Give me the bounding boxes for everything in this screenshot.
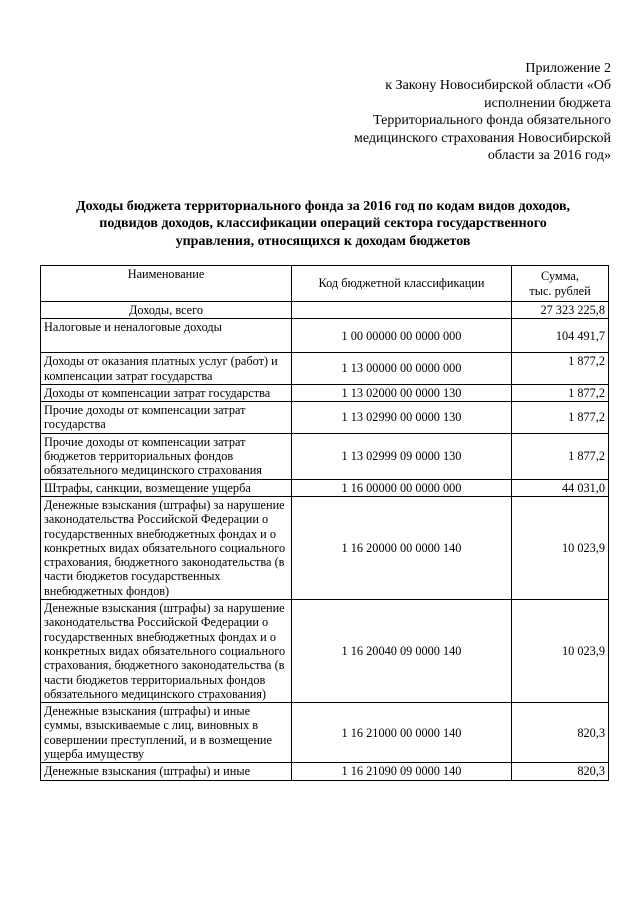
appendix-line: к Закону Новосибирской области «Об <box>385 78 611 94</box>
table-row <box>41 600 609 703</box>
table-row <box>41 319 609 353</box>
appendix-line: исполнении бюджета <box>484 95 611 111</box>
row-code: 1 13 02990 00 0000 130 <box>292 402 512 434</box>
table-row <box>41 402 609 434</box>
appendix-line: Приложение 2 <box>525 61 611 76</box>
revenue-table <box>40 265 609 781</box>
row-sum: 10 023,9 <box>512 496 609 599</box>
table-row <box>41 384 609 401</box>
document-title <box>40 198 606 250</box>
row-sum: 27 323 225,8 <box>512 302 609 319</box>
table-header-row <box>41 266 609 302</box>
row-name: Прочие доходы от компенсации затрат государства <box>41 402 292 434</box>
appendix-note <box>311 60 611 164</box>
title-line: Доходы бюджета территориального фонда за 2016 год по кодам видов доходов, <box>75 199 571 214</box>
row-name: Доходы от оказания платных услуг (работ) и компенсации затрат государства <box>41 353 292 385</box>
table-row <box>41 763 609 780</box>
row-sum: 1 877,2 <box>512 384 609 401</box>
row-name: Денежные взыскания (штрафы) за нарушение законодательства Российской Федерации о государственных внебюджетных фондах и о конкретных видах обязательного социального страхования, бюджетного законодательства (в части бюджетов территориальных фондов обязательного медицинского страхования) <box>41 600 292 703</box>
table-row <box>41 479 609 496</box>
column-header-code: Код бюджетной классификации <box>292 266 512 302</box>
row-name: Налоговые и неналоговые доходы <box>41 319 292 353</box>
column-header-sum <box>512 266 609 302</box>
row-code <box>292 302 512 319</box>
row-code: 1 13 02000 00 0000 130 <box>292 384 512 401</box>
row-sum: 104 491,7 <box>512 319 609 353</box>
sum-header-line: тыс. рублей <box>529 283 591 298</box>
appendix-line: Территориального фонда обязательного <box>373 113 611 129</box>
row-name: Денежные взыскания (штрафы) за нарушение законодательства Российской Федерации о государственных внебюджетных фондах и о конкретных видах обязательного социального страхования, бюджетного законодательства (в части бюджетов государственных внебюджетных фондов) <box>41 496 292 599</box>
row-code: 1 16 00000 00 0000 000 <box>292 479 512 496</box>
row-sum: 10 023,9 <box>512 600 609 703</box>
row-code: 1 00 00000 00 0000 000 <box>292 319 512 353</box>
table-row <box>41 496 609 599</box>
table-row <box>41 433 609 479</box>
title-line: управления, относящихся к доходам бюджетов <box>175 233 471 249</box>
column-header-name: Наименование <box>41 266 292 302</box>
sum-header-line: Сумма, <box>541 269 579 284</box>
table-row <box>41 703 609 763</box>
row-name: Доходы, всего <box>41 302 292 319</box>
row-name: Штрафы, санкции, возмещение ущерба <box>41 479 292 496</box>
table-row <box>41 353 609 385</box>
row-sum: 1 877,2 <box>512 402 609 434</box>
row-code: 1 16 21090 09 0000 140 <box>292 763 512 780</box>
row-code: 1 13 00000 00 0000 000 <box>292 353 512 385</box>
row-name: Доходы от компенсации затрат государства <box>41 384 292 401</box>
appendix-line: области за 2016 год» <box>487 148 611 164</box>
row-code: 1 16 20040 09 0000 140 <box>292 600 512 703</box>
row-sum: 1 877,2 <box>512 353 609 385</box>
title-line: подвидов доходов, классификации операций сектора государственного <box>99 216 547 232</box>
row-sum: 44 031,0 <box>512 479 609 496</box>
row-sum: 1 877,2 <box>512 433 609 479</box>
table-row <box>41 302 609 319</box>
row-name: Прочие доходы от компенсации затрат бюджетов территориальных фондов обязательного медицинского страхования <box>41 433 292 479</box>
row-code: 1 16 21000 00 0000 140 <box>292 703 512 763</box>
row-name: Денежные взыскания (штрафы) и иные <box>41 763 292 780</box>
row-code: 1 13 02999 09 0000 130 <box>292 433 512 479</box>
row-sum: 820,3 <box>512 703 609 763</box>
row-sum: 820,3 <box>512 763 609 780</box>
row-code: 1 16 20000 00 0000 140 <box>292 496 512 599</box>
appendix-line: медицинского страхования Новосибирской <box>353 130 611 146</box>
row-name: Денежные взыскания (штрафы) и иные суммы, взыскиваемые с лиц, виновных в совершении преступлений, и в возмещение ущерба имуществу <box>41 703 292 763</box>
